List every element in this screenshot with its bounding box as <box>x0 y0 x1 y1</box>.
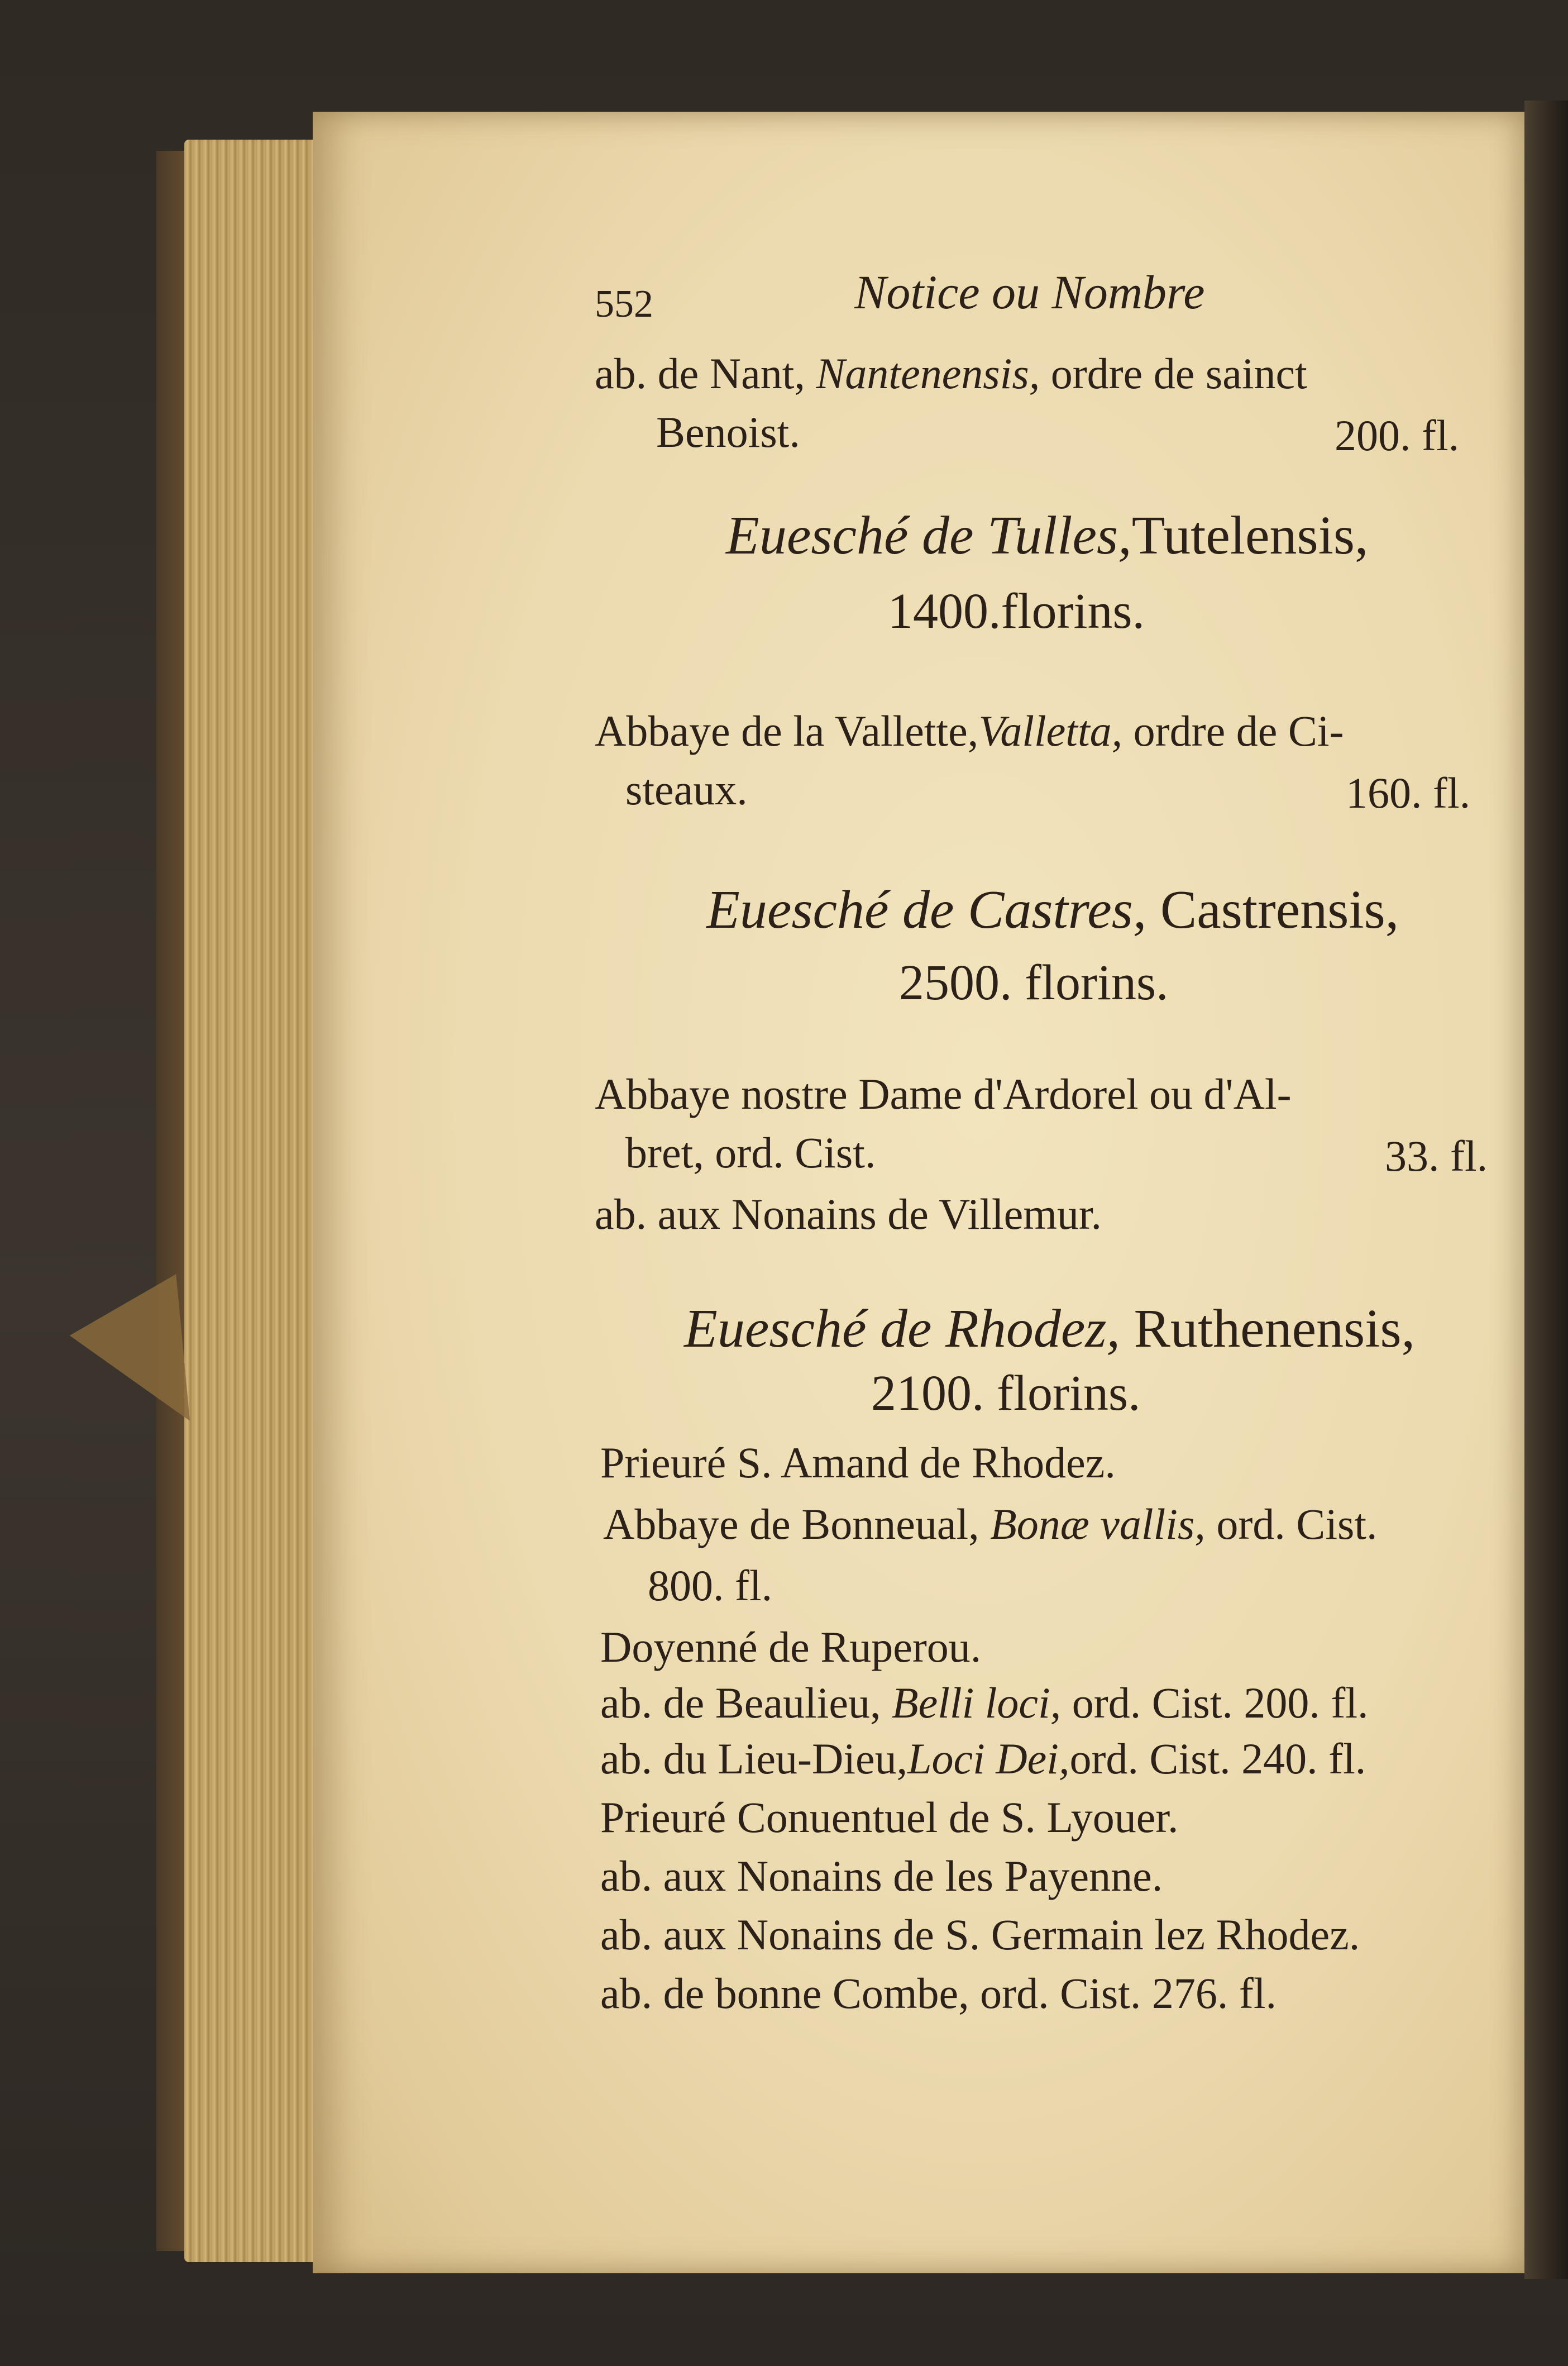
entry-ardorel-line2: bret, ord. Cist. <box>625 1128 876 1177</box>
entry-combe: ab. de bonne Combe, ord. Cist. 276. fl. <box>600 1969 1277 2017</box>
heading-rhodez: Euesché de Rhodez, Ruthenensis, <box>684 1299 1416 1359</box>
entry-ruperou: Doyenné de Ruperou. <box>600 1623 982 1671</box>
entry-lieudieu: ab. du Lieu-Dieu,Loci Dei,ord. Cist. 240. fl. <box>600 1734 1366 1783</box>
entry-nant-amount: 200. fl. <box>1335 411 1460 460</box>
heading-tulles: Euesché de Tulles,Tutelensis, <box>726 505 1369 566</box>
heading-castres-amount: 2500. florins. <box>899 955 1169 1010</box>
running-title: Notice ou Nombre <box>854 265 1205 319</box>
entry-beaulieu: ab. de Beaulieu, Belli loci, ord. Cist. 200. fl. <box>600 1678 1369 1727</box>
entry-vallette-line2: steaux. <box>625 765 748 814</box>
entry-bonneual-line2: 800. fl. <box>648 1561 773 1610</box>
entry-ardorel-amount: 33. fl. <box>1385 1132 1488 1180</box>
entry-bonneual-line1: Abbaye de Bonneual, Bonæ vallis, ord. Cist. <box>603 1500 1378 1548</box>
entry-nant-line2: Benoist. <box>656 408 800 456</box>
entry-germain: ab. aux Nonains de S. Germain lez Rhodez. <box>600 1910 1360 1959</box>
heading-castres: Euesché de Castres, Castrensis, <box>706 880 1399 940</box>
entry-villemur: ab. aux Nonains de Villemur. <box>595 1190 1102 1238</box>
page-number: 552 <box>595 283 653 326</box>
entry-ardorel-line1: Abbaye nostre Dame d'Ardorel ou d'Al- <box>595 1070 1292 1118</box>
heading-rhodez-amount: 2100. florins. <box>871 1366 1141 1421</box>
entry-payenne: ab. aux Nonains de les Payenne. <box>600 1852 1163 1900</box>
heading-tulles-amount: 1400.florins. <box>888 584 1145 639</box>
entry-vallette-amount: 160. fl. <box>1346 769 1471 817</box>
entry-nant-line1: ab. de Nant, Nantenensis, ordre de sainct <box>595 349 1307 398</box>
entry-vallette-line1: Abbaye de la Vallette,Valletta, ordre de Ci- <box>595 707 1344 755</box>
entry-amand: Prieuré S. Amand de Rhodez. <box>600 1438 1116 1487</box>
entry-lyouer: Prieuré Conuentuel de S. Lyouer. <box>600 1793 1179 1842</box>
